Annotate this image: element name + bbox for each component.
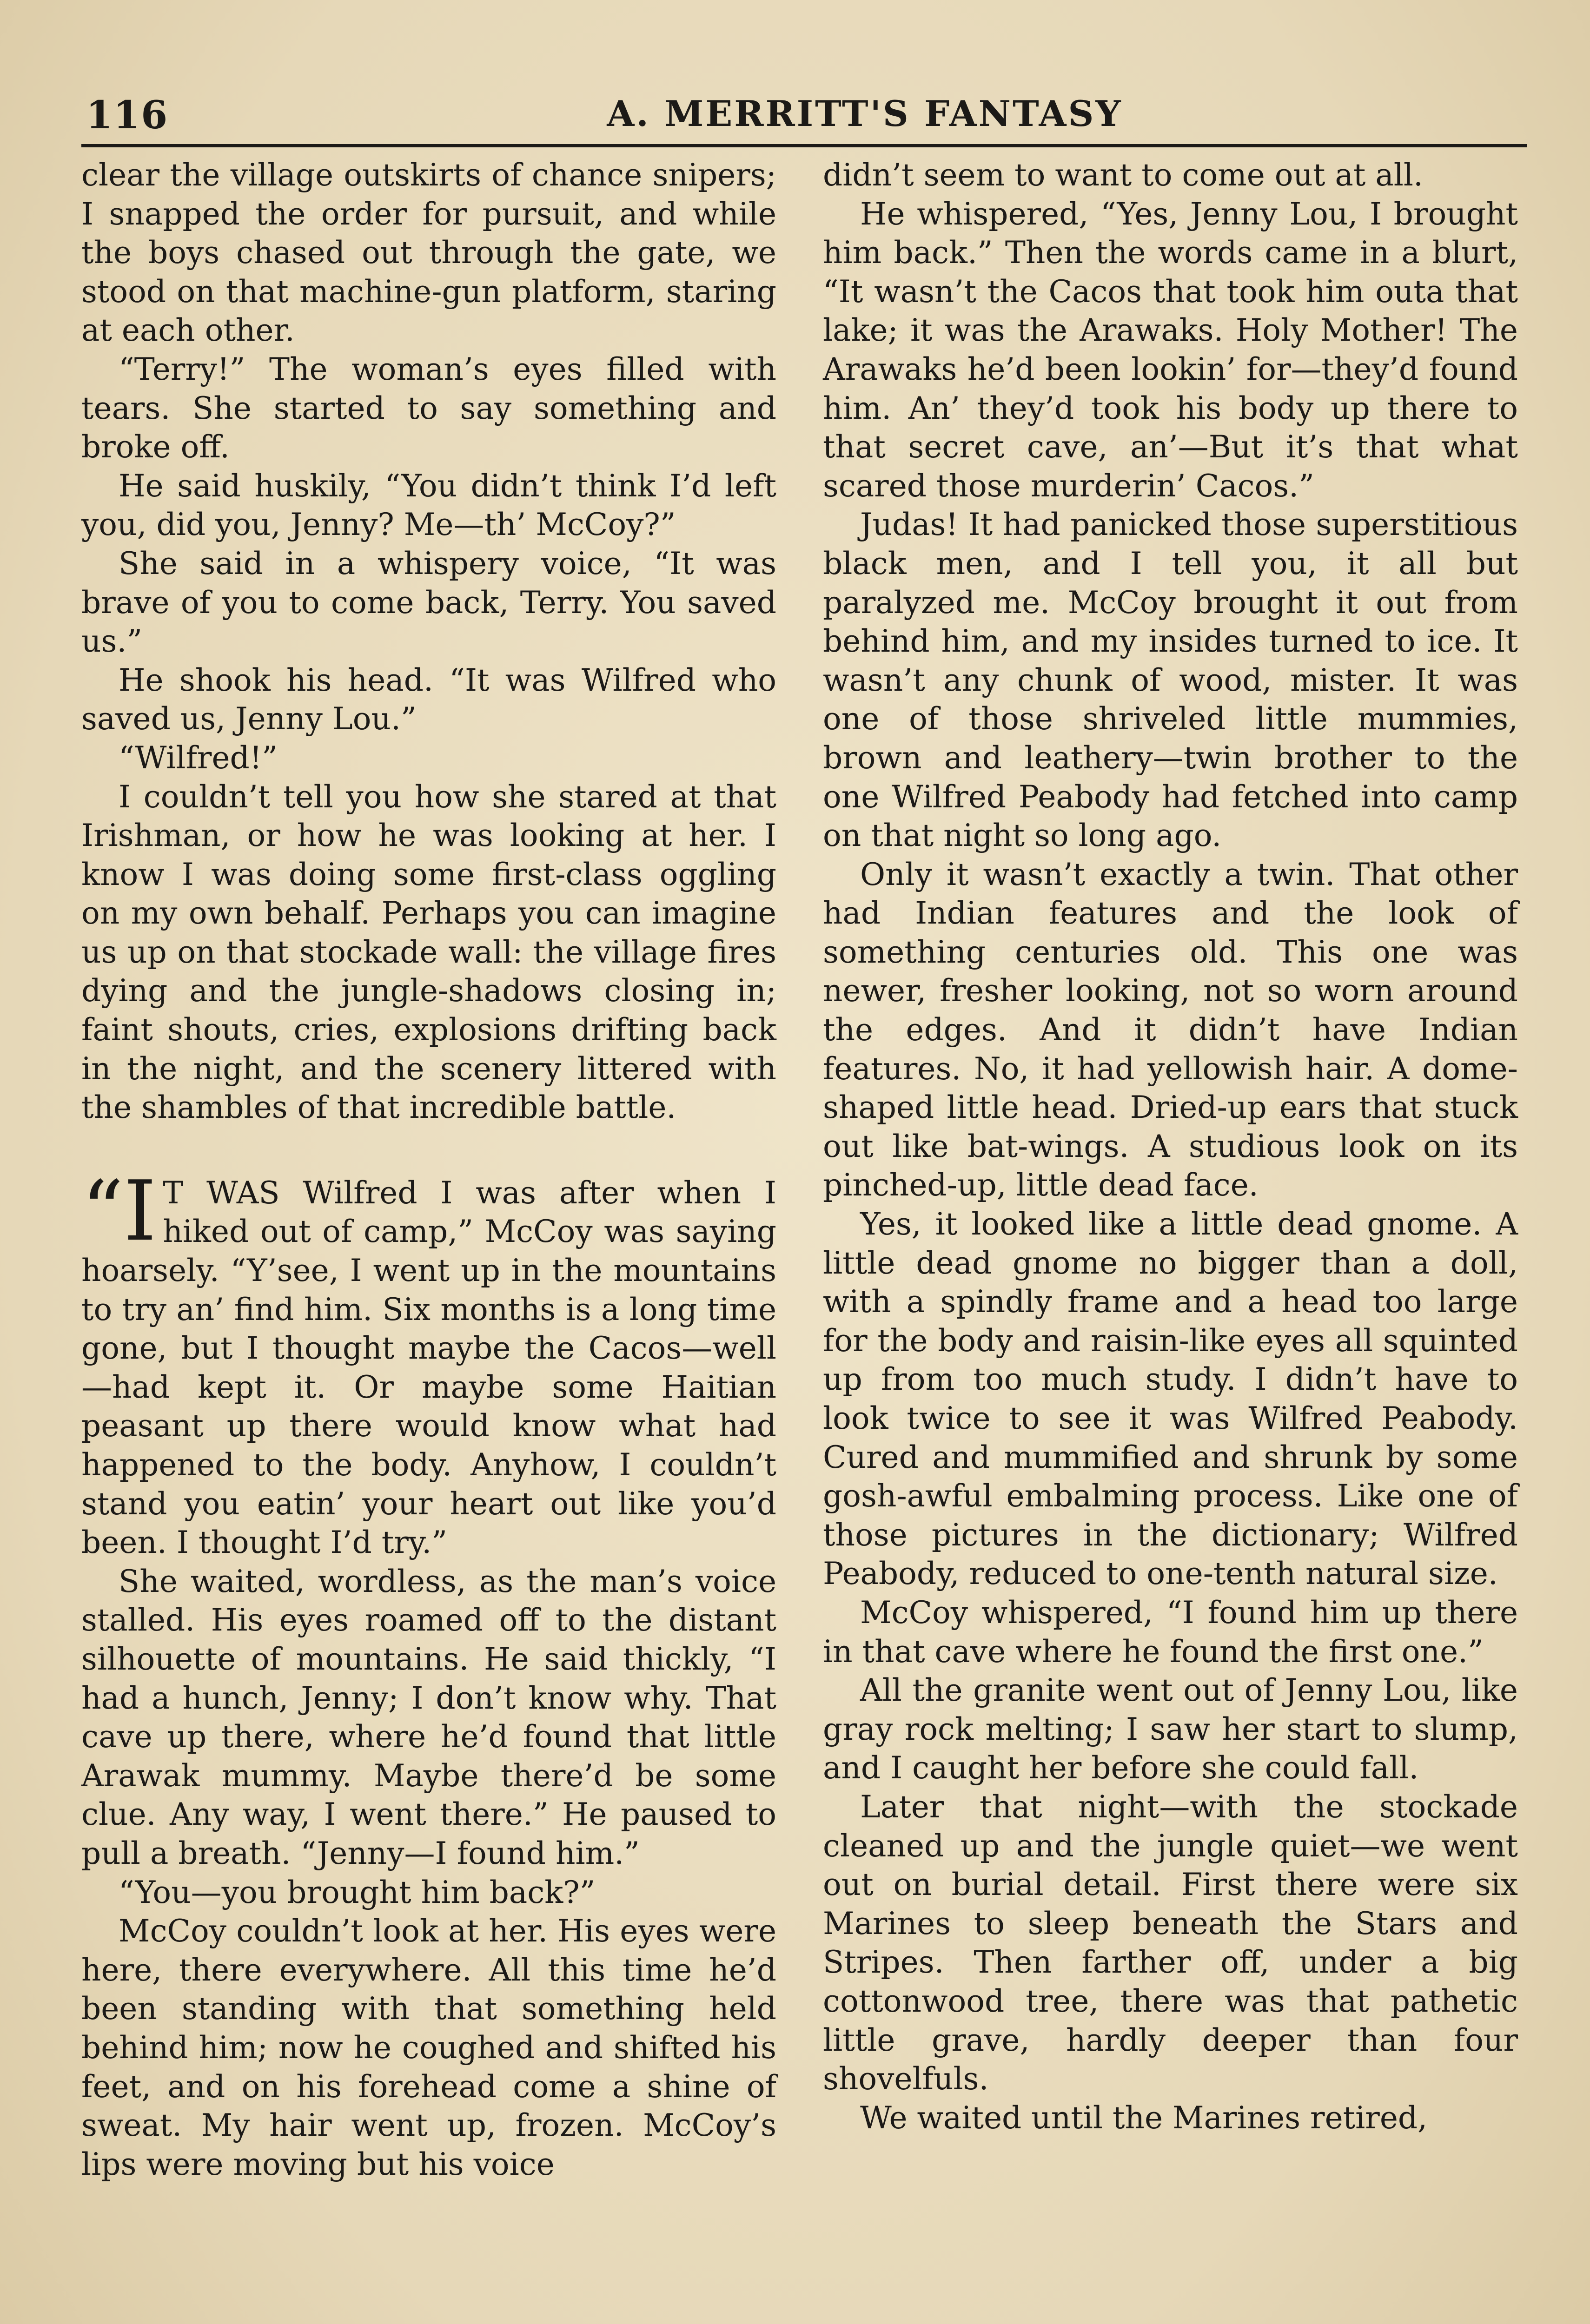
page-header: [81, 93, 1527, 147]
paragraph: We waited until the Marines retired,: [860, 2100, 1428, 2136]
paragraph: McCoy whispered, “I found him up there in that cave where he found the first one.”: [823, 1594, 1518, 1670]
running-title: A. MERRITT'S FANTASY: [607, 93, 1123, 134]
paragraph: He whispered, “Yes, Jenny Lou, I brought him back.” Then the words came in a blurt, “It wasn’t the Cacos that took him outa that lake; it was the Arawaks. Holy Mother! The Arawaks he’d been lookin’ for—they’d found him. An’ they’d took his body up there to that secret cave, an’—But it’s that what scared those murderin’ Cacos.”: [823, 196, 1518, 504]
drop-cap: “I: [81, 1162, 157, 1259]
page-number: 116: [86, 93, 169, 138]
paragraph: clear the village outskirts of chance snipers; I snapped the order for pursuit, and while the boys chased out through the gate, we stood on that machine-gun platform, staring at each other.: [81, 157, 776, 349]
section-opening-paragraph: [81, 1162, 776, 1562]
paragraph: didn’t seem to want to come out at all.: [823, 157, 1423, 193]
section-opening-text: T WAS Wilfred I was after when I hiked out of camp,” McCoy was saying hoarsely. “Y’see, I went up in the mountains to try an’ find him. Six months is a long time gone, but I thought maybe the Cacos—well—had kept it. Or maybe some Haitian peasant up there would know what had happened to the body. Anyhow, I couldn’t stand you eatin’ your heart out like you’d been. I thought I’d try.”: [81, 1175, 776, 1561]
paragraph: She said in a whispery voice, “It was brave of you to come back, Terry. You saved us.”: [81, 545, 776, 660]
paragraph: I couldn’t tell you how she stared at that Irishman, or how he was looking at her. I know I was doing some first-class oggling on my own behalf. Perhaps you can imagine us up on that stockade wall: the village fires dying and the jungle-shadows closing in; faint shouts, cries, explosions drifting back in the night, and the scenery littered with the shambles of that incredible battle.: [81, 779, 776, 1126]
paragraph: He said huskily, “You didn’t think I’d left you, did you, Jenny? Me—th’ McCoy?”: [81, 468, 776, 543]
left-column: [81, 156, 776, 2184]
paragraph: “Wilfred!”: [119, 739, 278, 776]
right-column: [823, 156, 1518, 2137]
paragraph: Judas! It had panicked those superstitious black men, and I tell you, it all but paralyzed me. McCoy brought it out from behind him, and my insides turned to ice. It wasn’t any chunk of wood, mister. It was one of those shriveled little mummies, brown and leathery—twin brother to the one Wilfred Peabody had fetched into camp on that night so long ago.: [823, 507, 1518, 854]
paragraph: “You—you brought him back?”: [119, 1874, 596, 1910]
paragraph: Yes, it looked like a little dead gnome. A little dead gnome no bigger than a doll, with a spindly frame and a head too large for the body and raisin-like eyes all squinted up from too much study. I didn’t have to look twice to see it was Wilfred Peabody. Cured and mummified and shrunk by some gosh-awful embalming process. Like one of those pictures in the dictionary; Wilfred Peabody, reduced to one-tenth natural size.: [823, 1206, 1518, 1592]
paragraph: He shook his head. “It was Wilfred who saved us, Jenny Lou.”: [81, 662, 776, 737]
paragraph: Only it wasn’t exactly a twin. That other had Indian features and the look of something centuries old. This one was newer, fresher looking, not so worn around the edges. And it didn’t have Indian features. No, it had yellowish hair. A dome-shaped little head. Dried-up ears that stuck out like bat-wings. A studious look on its pinched-up, little dead face.: [823, 856, 1518, 1203]
paragraph: McCoy couldn’t look at her. His eyes were here, there everywhere. All this time he’d been standing with that something held behind him; now he coughed and shifted his feet, and on his forehead come a shine of sweat. My hair went up, frozen. McCoy’s lips were moving but his voice: [81, 1913, 776, 2182]
paragraph: All the granite went out of Jenny Lou, like gray rock melting; I saw her start to slump, and I caught her before she could fall.: [823, 1672, 1518, 1786]
paragraph: “Terry!” The woman’s eyes filled with tears. She started to say something and broke off.: [81, 351, 776, 465]
paragraph: She waited, wordless, as the man’s voice stalled. His eyes roamed off to the distant silhouette of mountains. He said thickly, “I had a hunch, Jenny; I don’t know why. That cave up there, where he’d found that little Arawak mummy. Maybe there’d be some clue. Any way, I went there.” He paused to pull a breath. “Jenny—I found him.”: [81, 1563, 776, 1871]
paragraph: Later that night—with the stockade cleaned up and the jungle quiet—we went out on burial detail. First there were six Marines to sleep beneath the Stars and Stripes. Then farther off, under a big cottonwood tree, there was that pathetic little grave, hardly deeper than four shovelfuls.: [823, 1789, 1518, 2097]
